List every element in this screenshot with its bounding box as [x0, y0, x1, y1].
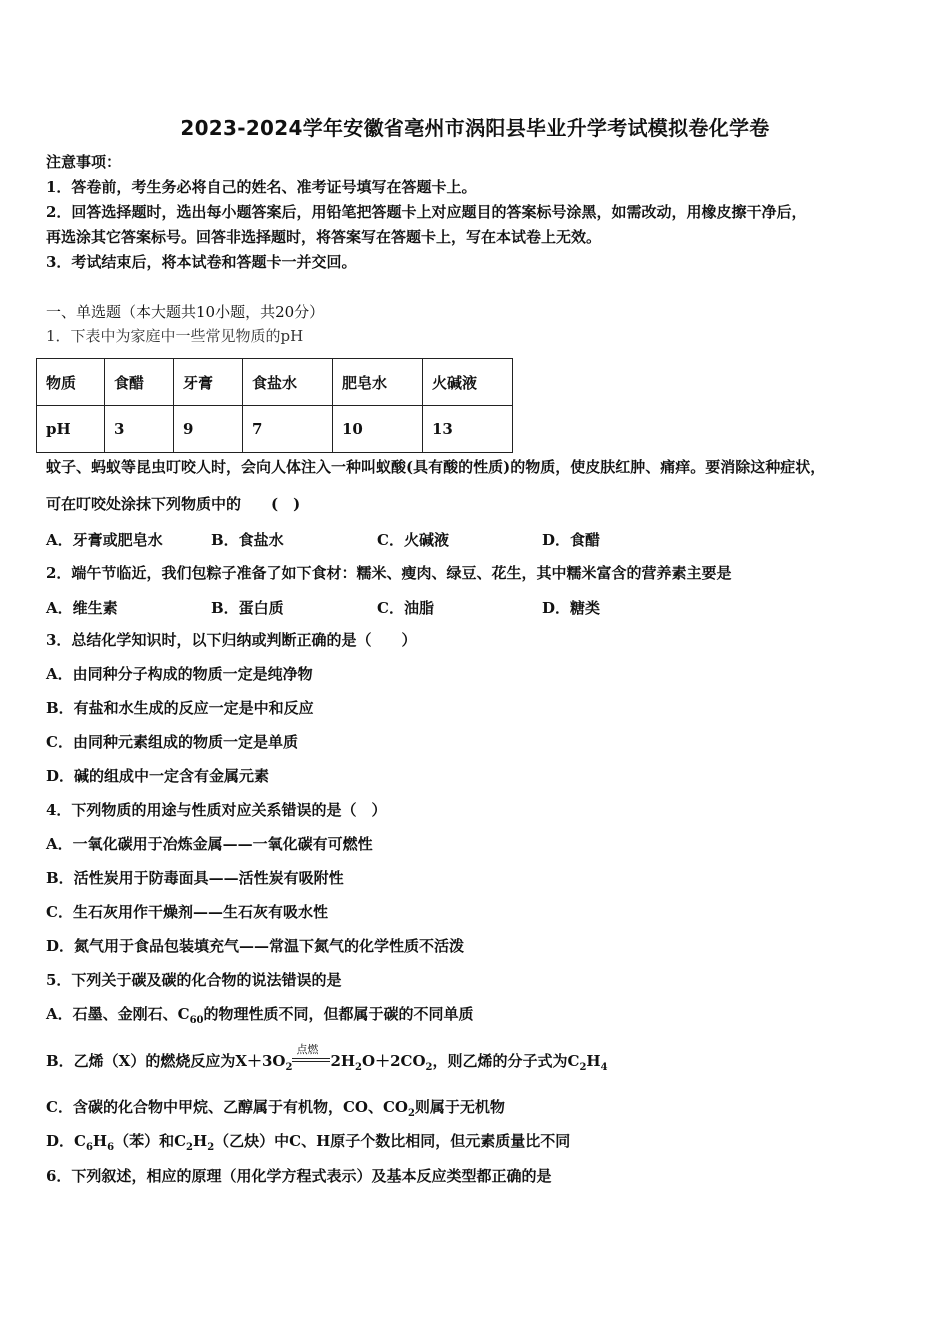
- table-cell: 13: [423, 406, 513, 453]
- question-4-stem: 4．下列物质的用途与性质对应关系错误的是（ ）: [46, 801, 387, 819]
- table-cell: 牙膏: [174, 359, 243, 406]
- text: C．含碳的化合物中甲烷、乙醇属于有机物，CO、CO: [46, 1098, 408, 1116]
- text: B．乙烯（X）的燃烧反应为X＋3O: [46, 1052, 286, 1070]
- table-cell: 食盐水: [243, 359, 333, 406]
- subscript: 6: [107, 1142, 115, 1153]
- table-cell: 10: [333, 406, 423, 453]
- notice-item: 3．考试结束后，将本试卷和答题卡一并交回。: [46, 253, 357, 271]
- text: 则属于无机物: [414, 1098, 505, 1116]
- option-d: D．糖类: [542, 599, 601, 617]
- option-c: C．火碱液: [377, 531, 449, 549]
- text: ，则乙烯的分子式为C: [432, 1052, 580, 1070]
- text: 的物理性质不同，但都属于碳的不同单质: [203, 1005, 474, 1023]
- option-b: B．有盐和水生成的反应一定是中和反应: [46, 699, 314, 717]
- option-b: B．蛋白质: [211, 599, 284, 617]
- question-1-text: 蚊子、蚂蚁等昆虫叮咬人时，会向人体注入一种叫蚁酸(具有酸的性质)的物质，使皮肤红肿、痛痒。要消除这种症状，: [46, 458, 826, 476]
- notice-item: 2．回答选择题时，选出每小题答案后，用铅笔把答题卡上对应题目的答案标号涂黑，如需改动，用橡皮擦干净后，: [46, 203, 807, 221]
- subscript: 2: [355, 1062, 363, 1073]
- table-row: [37, 406, 513, 453]
- text: H: [92, 1132, 108, 1150]
- option-b: [46, 1043, 608, 1078]
- table-cell: 肥皂水: [333, 359, 423, 406]
- text: D．C: [46, 1132, 86, 1150]
- question-1-stem: 1．下表中为家庭中一些常见物质的pH: [46, 327, 304, 345]
- question-6-stem: 6．下列叙述，相应的原理（用化学方程式表示）及基本反应类型都正确的是: [46, 1167, 552, 1185]
- option-a: A．维生素: [46, 599, 118, 617]
- question-5-stem: 5．下列关于碳及碳的化合物的说法错误的是: [46, 971, 342, 989]
- question-2-stem: 2．端午节临近，我们包粽子准备了如下食材：糯米、瘦肉、绿豆、花生，其中糯米富含的营养素主要是: [46, 564, 732, 582]
- text: （苯）和C: [114, 1132, 187, 1150]
- text: H: [193, 1132, 208, 1150]
- subscript: 2: [579, 1062, 587, 1073]
- option-c: C．由同种元素组成的物质一定是单质: [46, 733, 298, 751]
- subscript: 6: [85, 1142, 93, 1153]
- text: H: [586, 1052, 601, 1070]
- option-d: [46, 1131, 570, 1158]
- option-c: [46, 1097, 505, 1124]
- option-c: C．油脂: [377, 599, 434, 617]
- option-d: D．食醋: [542, 531, 601, 549]
- option-d: D．氮气用于食品包装填充气——常温下氮气的化学性质不活泼: [46, 937, 465, 955]
- text: （乙炔）中C、H原子个数比相同，但元素质量比不同: [214, 1132, 571, 1150]
- table-cell: 火碱液: [423, 359, 513, 406]
- subscript: 2: [407, 1108, 415, 1119]
- question-3-stem: 3．总结化学知识时，以下归纳或判断正确的是（ ）: [46, 631, 417, 649]
- table-cell: 3: [105, 406, 174, 453]
- option-a: A．一氧化碳用于冶炼金属——一氧化碳有可燃性: [46, 835, 373, 853]
- condition-label: 点燃: [296, 1043, 319, 1056]
- subscript: 2: [425, 1062, 433, 1073]
- table-cell: 7: [243, 406, 333, 453]
- text: 2H: [330, 1052, 356, 1070]
- table-cell: 食醋: [105, 359, 174, 406]
- page-title: 2023-2024学年安徽省亳州市涡阳县毕业升学考试模拟卷化学卷: [180, 116, 770, 140]
- equal-bar: [292, 1058, 330, 1059]
- text: A．石墨、金刚石、C: [46, 1005, 190, 1023]
- reaction-condition: [292, 1043, 330, 1072]
- table-cell: pH: [37, 406, 105, 453]
- ph-table: [36, 358, 513, 453]
- table-cell: 9: [174, 406, 243, 453]
- option-c: C．生石灰用作干燥剂——生石灰有吸水性: [46, 903, 328, 921]
- notice-item: 再选涂其它答案标号。回答非选择题时，将答案写在答题卡上，写在本试卷上无效。: [46, 228, 602, 246]
- subscript: 4: [600, 1062, 608, 1073]
- subscript: 2: [285, 1062, 293, 1073]
- table-row: [37, 359, 513, 406]
- option-b: B．活性炭用于防毒面具——活性炭有吸附性: [46, 869, 344, 887]
- subscript: 60: [189, 1015, 204, 1026]
- option-b: B．食盐水: [211, 531, 284, 549]
- notice-item: 1．答卷前，考生务必将自己的姓名、准考证号填写在答题卡上。: [46, 178, 477, 196]
- table-cell: 物质: [37, 359, 105, 406]
- equal-bar: [292, 1061, 330, 1062]
- option-a: A．由同种分子构成的物质一定是纯净物: [46, 665, 313, 683]
- option-d: D．碱的组成中一定含有金属元素: [46, 767, 270, 785]
- section-heading: 一、单选题（本大题共10小题，共20分）: [46, 303, 325, 321]
- notice-heading: 注意事项：: [46, 153, 122, 171]
- subscript: 2: [186, 1142, 193, 1153]
- option-a: A．牙膏或肥皂水: [46, 531, 163, 549]
- text: O＋2CO: [362, 1052, 426, 1070]
- question-1-text: 可在叮咬处涂抹下列物质中的 ( ): [46, 495, 301, 513]
- subscript: 2: [207, 1142, 215, 1153]
- option-a: [46, 1004, 474, 1031]
